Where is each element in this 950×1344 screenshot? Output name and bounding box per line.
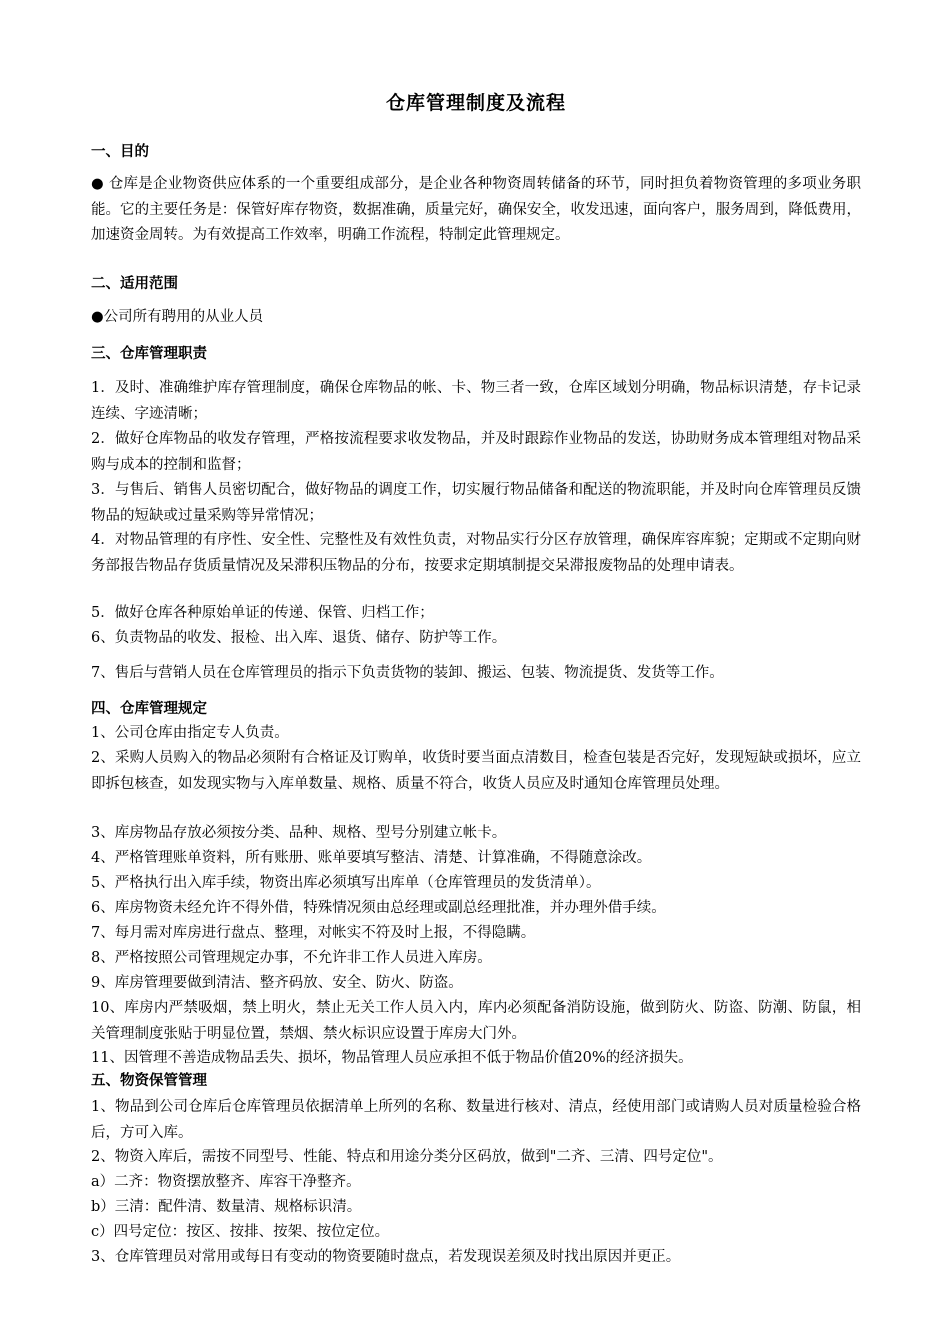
rule-item: 11、因管理不善造成物品丢失、损坏，物品管理人员应承担不低于物品价值20%的经济损失。 xyxy=(91,1050,693,1066)
duty-item: 1．及时、准确维护库存管理制度，确保仓库物品的帐、卡、物三者一致，仓库区域划分明确，物品标识清楚，存卡记录连续、字迹清晰； xyxy=(91,380,861,422)
duty-item: 7、售后与营销人员在仓库管理员的指示下负责货物的装卸、搬运、包装、物流提货、发货等工作。 xyxy=(91,665,724,681)
storage-item: a）二齐：物资摆放整齐、库容干净整齐。 xyxy=(91,1174,361,1190)
duty-item: 4．对物品管理的有序性、安全性、完整性及有效性负责，对物品实行分区存放管理，确保库容库貌；定期或不定期向财务部报告物品存货质量情况及呆滞积压物品的分布，按要求定期填制提交呆滞报废物品的处理申请表。 xyxy=(91,532,861,574)
duty-item: 6、负责物品的收发、报检、出入库、退货、储存、防护等工作。 xyxy=(91,630,507,646)
duty-item: 3．与售后、销售人员密切配合，做好物品的调度工作，切实履行物品储备和配送的物流职能，并及时向仓库管理员反馈物品的短缺或过量采购等异常情况； xyxy=(91,482,861,524)
duty-item: 5．做好仓库各种原始单证的传递、保管、归档工作； xyxy=(91,605,434,621)
section-heading-rules: 四、仓库管理规定 xyxy=(91,701,207,717)
rule-item: 7、每月需对库房进行盘点、整理，对帐实不符及时上报，不得隐瞒。 xyxy=(91,925,536,941)
section-heading-purpose: 一、目的 xyxy=(91,144,149,160)
rule-item: 8、严格按照公司管理规定办事，不允许非工作人员进入库房。 xyxy=(91,950,492,966)
rule-item: 2、采购人员购入的物品必须附有合格证及订购单，收货时要当面点清数目，检查包装是否完好，发现短缺或损坏，应立即拆包核查，如发现实物与入库单数量、规格、质量不符合，收货人员应及时通知仓库管理员处理。 xyxy=(91,750,861,792)
rule-item: 4、严格管理账单资料，所有账册、账单要填写整洁、清楚、计算准确，不得随意涂改。 xyxy=(91,850,652,866)
duty-item: 2．做好仓库物品的收发存管理，严格按流程要求收发物品，并及时跟踪作业物品的发送，协助财务成本管理组对物品采购与成本的控制和监督； xyxy=(91,431,861,473)
bullet-icon: ● xyxy=(91,309,104,325)
storage-item: 2、物资入库后，需按不同型号、性能、特点和用途分类分区码放，做到"二齐、三清、四号定位"。 xyxy=(91,1149,723,1165)
storage-item: c）四号定位：按区、按排、按架、按位定位。 xyxy=(91,1224,390,1240)
section-heading-storage: 五、物资保管管理 xyxy=(91,1073,207,1089)
rule-item: 3、库房物品存放必须按分类、品种、规格、型号分别建立帐卡。 xyxy=(91,825,507,841)
rule-item: 9、库房管理要做到清洁、整齐码放、安全、防火、防盗。 xyxy=(91,975,463,991)
section-heading-scope: 二、适用范围 xyxy=(91,276,178,292)
scope-text: 公司所有聘用的从业人员 xyxy=(103,309,264,325)
rule-item: 10、库房内严禁吸烟，禁上明火，禁止无关工作人员入内，库内必须配备消防设施，做到防火、防盗、防潮、防鼠，相关管理制度张贴于明显位置，禁烟、禁火标识应设置于库房大门外。 xyxy=(91,1000,861,1042)
section-heading-duties: 三、仓库管理职责 xyxy=(91,346,207,362)
bullet-icon: ● xyxy=(91,176,104,192)
purpose-text: 仓库是企业物资供应体系的一个重要组成部分，是企业各种物资周转储备的环节，同时担负着物资管理的多项业务职能。它的主要任务是：保管好库存物资，数据准确，质量完好，确保安全，收发迅速，面向客户，服务周到，降低费用，加速资金周转。为有效提高工作效率，明确工作流程，特制定此管理规定。 xyxy=(91,176,862,243)
rule-item: 5、严格执行出入库手续，物资出库必须填写出库单（仓库管理员的发货清单）。 xyxy=(91,875,601,891)
storage-item: 3、仓库管理员对常用或每日有变动的物资要随时盘点，若发现误差须及时找出原因并更正。 xyxy=(91,1249,681,1265)
section-body-purpose xyxy=(91,172,861,249)
rule-item: 6、库房物资未经允许不得外借，特殊情况须由总经理或副总经理批准，并办理外借手续。 xyxy=(91,900,666,916)
storage-item: b）三清：配件清、数量清、规格标识清。 xyxy=(91,1199,362,1215)
document-title: 仓库管理制度及流程 xyxy=(385,92,566,114)
section-body-scope xyxy=(91,305,861,331)
rule-item: 1、公司仓库由指定专人负责。 xyxy=(91,725,289,741)
storage-item: 1、物品到公司仓库后仓库管理员依据清单上所列的名称、数量进行核对、清点，经使用部门或请购人员对质量检验合格后，方可入库。 xyxy=(91,1099,861,1141)
